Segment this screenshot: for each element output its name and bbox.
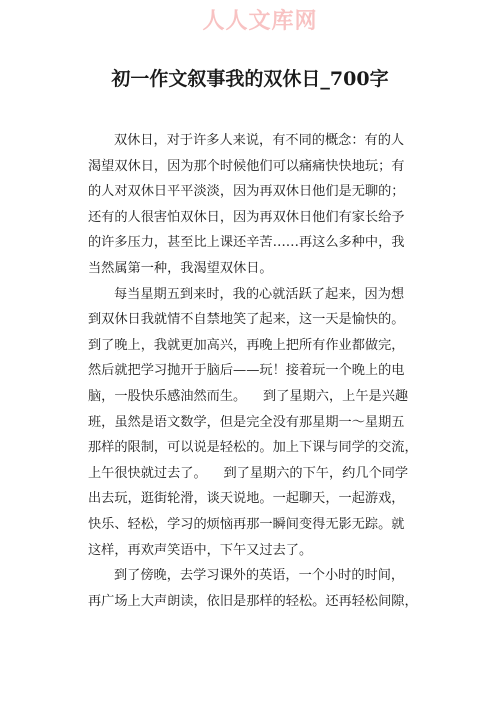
text-line: 那样的限制，可以说是轻松的。加上下课与同学的交流， bbox=[88, 440, 418, 456]
text-line: 当然属第一种，我渴望双休日。 bbox=[88, 260, 273, 276]
text-line: 的人对双休日平平淡淡，因为再双休日他们是无聊的； bbox=[88, 184, 405, 200]
text-line: 的许多压力，甚至比上课还辛苦……再这么多种中，我 bbox=[88, 235, 405, 251]
text-line: 渴望双休日，因为那个时候他们可以痛痛快快地玩；有 bbox=[88, 158, 405, 174]
text-line: 上午很快就过去了。 到了星期六的下午，约几个同学 bbox=[88, 465, 409, 481]
text-line: 班，虽然是语文数学，但是完全没有那星期一～星期五 bbox=[88, 414, 405, 430]
text-line: 到双休日我就情不自禁地笑了起来，这一天是愉快的。 bbox=[88, 312, 405, 328]
text-line: 再广场上大声朗读，依旧是那样的轻松。还再轻松间隙， bbox=[88, 593, 418, 609]
text-line: 到了晚上，我就更加高兴，再晚上把所有作业都做完， bbox=[88, 337, 405, 353]
text-line: 脑，一股快乐感油然而生。 到了星期六，上午是兴趣 bbox=[88, 388, 409, 404]
text-line: 双休日，对于许多人来说，有不同的概念：有的人 bbox=[114, 133, 405, 148]
watermark: 人人文库网 bbox=[202, 9, 318, 34]
text-line: 到了傍晚，去学习课外的英语，一个小时的时间， bbox=[114, 568, 405, 584]
text-line: 还有的人很害怕双休日，因为再双休日他们有家长给予 bbox=[88, 209, 405, 225]
document-title: 初一作文叙事我的双休日_700字 bbox=[111, 68, 389, 90]
document-body bbox=[88, 128, 422, 614]
text-line: 出去玩，逛街轮滑，谈天说地。一起聊天，一起游戏， bbox=[88, 491, 405, 507]
text-line: 快乐、轻松，学习的烦恼再那一瞬间变得无影无踪。就 bbox=[88, 516, 405, 532]
text-line: 这样，再欢声笑语中，下午又过去了。 bbox=[88, 542, 313, 558]
text-line: 然后就把学习抛开于脑后——玩！接着玩一个晚上的电 bbox=[88, 363, 405, 379]
text-line: 每当星期五到来时，我的心就活跃了起来，因为想 bbox=[114, 286, 405, 302]
